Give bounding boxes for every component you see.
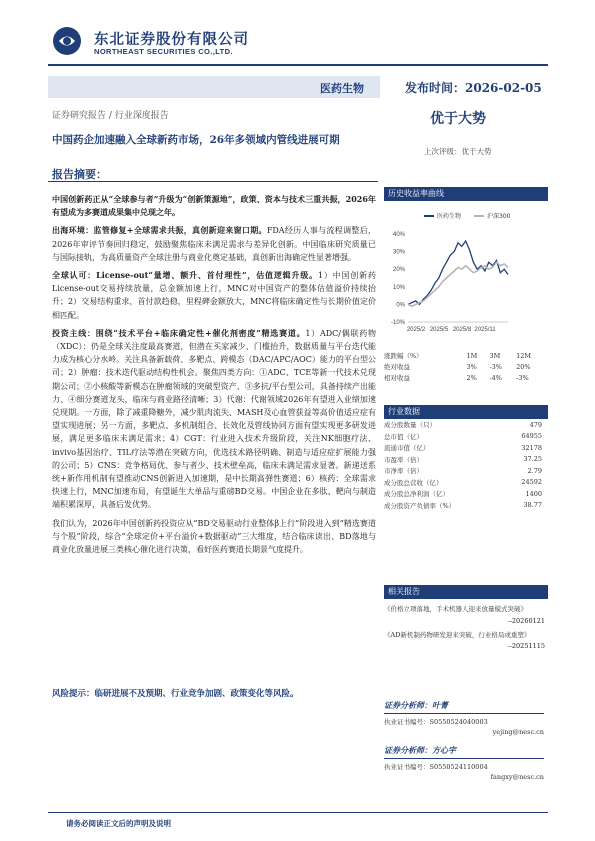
industry-data-label: 成分股总营收（亿） [384, 478, 443, 487]
y-tick-label: 10% [392, 284, 405, 291]
analyst-label: 证券分析师： [384, 700, 432, 710]
perf-cell: -4% [489, 373, 502, 382]
company-logo [52, 26, 82, 56]
industry-data-row [384, 454, 548, 466]
perf-cell: 2% [466, 373, 477, 382]
industry-data-value: 38.77 [523, 501, 542, 510]
summary-paragraph [52, 193, 376, 219]
legend-label: 沪深300 [487, 213, 511, 220]
related-report-date: --20251115 [507, 642, 545, 650]
chart-title: 历史收益率曲线 [384, 187, 548, 201]
chart-canvas [384, 202, 548, 337]
summary-heading: 报告摘要： [52, 168, 107, 181]
related-report-title[interactable]: 《价格立项落地，手术机器人迎来放量模式突破》 [384, 605, 527, 613]
analyst-cert: 执业证书编号：S0550524040003 [384, 718, 488, 726]
para-text: FDA经历人事与流程调整后，2026年审评节奏回归稳定，鼓励聚焦临床未满足需求与差异化创新。中国临床研究质量已与国际接轨，为高质量资产全球注册与商业化奠定基础，真创新出海确定性显著增强。 [52, 226, 377, 262]
analyst-label: 证券分析师： [384, 745, 432, 755]
perf-cell: 绝对收益 [384, 363, 410, 371]
perf-header: 1M [466, 351, 478, 360]
analyst-name: 方心宇 [432, 745, 456, 755]
para-lead: 出海环境：监管修复+全球需求共振，真创新迎来窗口期。 [52, 225, 267, 236]
industry-data-label: 成分股资产负债率（%） [384, 501, 456, 510]
y-tick-label: -10% [390, 320, 405, 326]
perf-header: 3M [489, 351, 501, 360]
industry-data-value: 64955 [521, 432, 542, 441]
return-chart [384, 187, 548, 337]
industry-data-row [384, 431, 548, 443]
industry-data-label: 总市值（亿） [384, 432, 423, 441]
summary-paragraph [52, 517, 376, 557]
related-title: 相关报告 [384, 585, 548, 599]
industry-data-value: 32178 [521, 443, 542, 452]
publish-date: 发布时间：2026-02-05 [405, 81, 542, 95]
industry-data-label: 成分股数量（只） [384, 421, 436, 430]
summary-body [52, 193, 376, 561]
x-tick-label: 2025/2 [406, 327, 426, 333]
perf-header: 12M [516, 351, 532, 360]
perf-cell: -3% [516, 373, 529, 382]
summary-divider [48, 181, 378, 182]
industry-data-value: 1400 [525, 489, 542, 498]
previous-rating: 上次评级：优于大势 [424, 147, 492, 156]
industry-data-title: 行业数据 [384, 405, 548, 419]
industry-data-label: 流通市值（亿） [384, 444, 430, 453]
para-lead: 投资主线：围绕“技术平台+临床确定性+催化剂密度”精选赛道。 [52, 327, 306, 338]
para-text: 1）ADC/偶联药物（XDC）：仍是全球关注度最高赛道，但潜在买家减少、门槛抬升，数据质量与平台迭代能力成为核心分水岭。关注具备新载荷、多靶点、跨模态（DAC/APC/AOC）能力的平台型公司；2）肿瘤：技术迭代驱动结构性机会。聚焦四类方向：①ADC、TCE等新一代技术兑现期公司；②小核酸等新模态在肿瘤领域的突破型资产、③多抗/平台型公司，具备持续产出能力、④细分赛道龙头，临床与商业路径清晰；3）代谢：代谢领域2026年有望进入业绩加速兑现期。一方面，除了减重降糖外，减少肌肉流失、MASH及心血管获益等高价值适应症有望实现进展；另一方面，多靶点、多机制组合、长效化及管线协同方面有望实现更多研发进展，满足更多临床未满足需求；4）CGT：行业进入技术升级阶段，关注NK细胞疗法、invivo基因治疗、TIL疗法等潜在突破方向，优选技术路径明确、制造与适应症扩展能力强的公司；5）CNS：竞争格局优、参与者少、技术壁垒高，临床未满足需求显著。新递送系统+新作用机制有望推动CNS创新进入加速期，是中长期高弹性赛道；6）核药：全球需求快速上行，MNC加速布局，有望诞生大单品与重磅BD交易。中国企业在多肽、靶向与制造端积累深厚，具备后发优势。 [52, 328, 376, 510]
rating: 优于大势 [430, 111, 486, 127]
risk-warning: 风险提示：临研进展不及预期、行业竞争加剧、政策变化等风险。 [52, 689, 299, 699]
y-tick-label: 30% [392, 249, 405, 256]
industry-data-row [384, 419, 548, 431]
footer-disclaimer[interactable]: 请务必阅读正文后的声明及说明 [66, 819, 171, 828]
industry-data [384, 405, 548, 511]
y-tick-label: 0% [396, 302, 405, 309]
company-name-cn: 东北证券股份有限公司 [94, 32, 249, 48]
perf-row [384, 361, 548, 372]
para-lead: 全球认可：License-out“量增、额升、首付理性”，估值逻辑升级。 [52, 270, 318, 281]
perf-cell: -3% [489, 362, 502, 371]
performance-table [384, 350, 548, 383]
report-type: 证券研究报告 / 行业深度报告 [52, 111, 169, 121]
summary-paragraph [52, 327, 376, 512]
y-tick-label: 40% [392, 232, 405, 238]
analyst-email[interactable]: fangxy@nesc.cn [490, 773, 544, 781]
summary-paragraph [52, 269, 376, 322]
perf-cell: 相对收益 [384, 374, 410, 382]
related-reports [384, 585, 548, 650]
x-tick-label: 2025/8 [452, 327, 472, 333]
footer-divider [48, 812, 548, 813]
industry-data-row [384, 488, 548, 500]
analyst-name-line [384, 745, 544, 759]
related-report-title[interactable]: 《AD新机制药物研发迎来突破，行业格局或重塑》 [384, 630, 531, 639]
industry-data-label: 市盈率（倍） [384, 455, 423, 464]
para-lead: 中国创新药正从“全球参与者”升级为“创新策源地”，政策、资本与技术三重共振，2026年有望成为多赛道成果集中兑现之年。 [52, 194, 376, 218]
x-tick-label: 2025/5 [429, 327, 449, 333]
legend-label: 医药生物 [437, 213, 462, 220]
industry-data-label: 成分股总净利润（亿） [384, 490, 449, 499]
perf-header-row [384, 350, 548, 361]
analyst-cert: 执业证书编号：S0550524110004 [384, 763, 488, 771]
analyst-block [384, 745, 544, 781]
summary-paragraph [52, 224, 376, 264]
series-line [408, 241, 508, 304]
analyst-email[interactable]: yejing@nesc.cn [492, 728, 544, 736]
industry-data-value: 37.25 [523, 455, 542, 464]
x-tick-label: 2025/11 [474, 327, 496, 333]
industry-data-row [384, 442, 548, 454]
industry-data-label: 市净率（倍） [384, 467, 423, 476]
company-name-en: NORTHEAST SECURITIES CO.,LTD. [94, 47, 233, 56]
para-text: 我们认为，2026年中国创新药投资应从“BD交易驱动行业整体β上行”阶段进入到“精选赛道与个股”阶段，综合“全球定价+平台溢价+数据驱动”三大维度，结合临床读出、BD落地与商业化放量进展三类核心催化进行决策，看好医药赛道长期景气度提升。 [52, 518, 376, 555]
header-divider [48, 64, 548, 66]
perf-cell: 3% [466, 362, 477, 371]
para-text: 1）中国创新药License-out交易持续放量，总金额加速上行，MNC对中国资产的整体估值溢价持续抬升；2）交易结构重求，首付款趋稳，里程碑金额放大，MNC将临床确定性与长期价值定价相匹配。 [52, 271, 376, 320]
industry-data-value: 24592 [521, 478, 542, 487]
analyst-name-line [384, 700, 544, 714]
sector-label: 医药生物 [320, 82, 364, 95]
analyst-block [384, 700, 544, 736]
industry-data-row [384, 500, 548, 512]
related-report-date: --20260121 [507, 616, 545, 625]
analyst-name: 叶菁 [432, 700, 448, 710]
report-title: 中国药企加速融入全球新药市场，26年多领域内管线进展可期 [52, 134, 340, 146]
perf-row [384, 372, 548, 383]
industry-data-value: 2.79 [527, 466, 542, 475]
perf-cell: 20% [516, 362, 531, 371]
industry-data-row [384, 477, 548, 489]
y-tick-label: 20% [392, 267, 405, 274]
industry-data-value: 479 [529, 420, 542, 429]
industry-data-table [384, 419, 548, 511]
industry-data-row [384, 465, 548, 477]
perf-header: 涨跌幅（%） [384, 352, 423, 360]
